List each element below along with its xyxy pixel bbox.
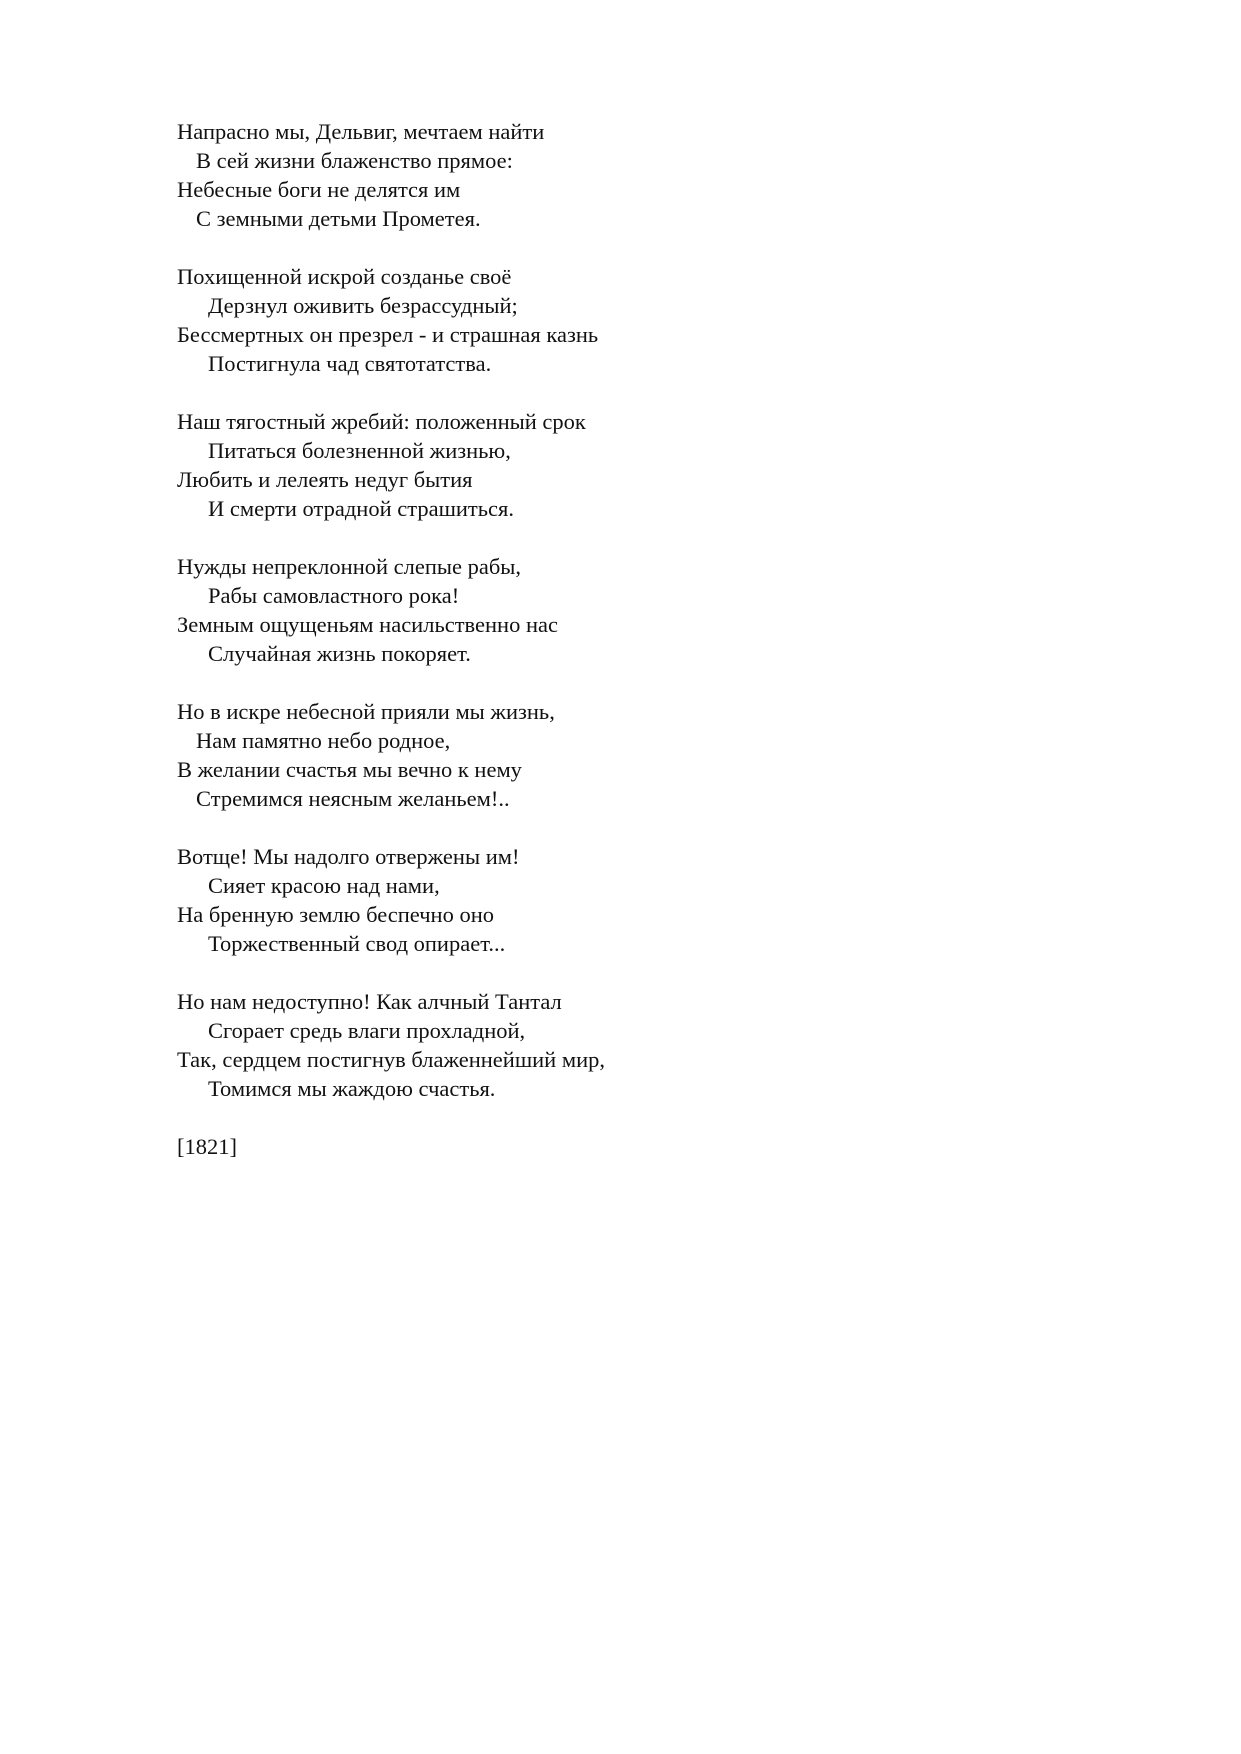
poem-line: Нужды непреклонной слепые рабы,: [177, 554, 522, 579]
poem-line: Вотще! Мы надолго отвержены им!: [177, 844, 520, 869]
poem-line: Сгорает средь влаги прохладной,: [208, 1018, 526, 1043]
poem-line: Торжественный свод опирает...: [208, 931, 506, 956]
poem-line: Нам памятно небо родное,: [196, 728, 451, 753]
poem-line: Бессмертных он презрел - и страшная казнь: [177, 322, 599, 347]
poem-line: Случайная жизнь покоряет.: [208, 641, 471, 666]
poem-line: Любить и лелеять недуг бытия: [177, 467, 473, 492]
poem-line: Но в искре небесной прияли мы жизнь,: [177, 699, 555, 724]
poem-line: На бренную землю беспечно оно: [177, 902, 495, 927]
stanza-2: [177, 262, 1077, 378]
stanza-7: [177, 987, 1077, 1103]
poem-line: Томимся мы жаждою счастья.: [208, 1076, 496, 1101]
poem-line: В желании счастья мы вечно к нему: [177, 757, 522, 782]
poem-text: [177, 117, 1077, 1161]
poem-line: Земным ощущеньям насильственно нас: [177, 612, 558, 637]
poem-line: Но нам недоступно! Как алчный Тантал: [177, 989, 562, 1014]
poem-line: Стремимся неясным желаньем!..: [196, 786, 510, 811]
poem-line: И смерти отрадной страшиться.: [208, 496, 514, 521]
stanza-1: [177, 117, 1077, 233]
stanza-3: [177, 407, 1077, 523]
poem-line: Рабы самовластного рока!: [208, 583, 460, 608]
poem-line: Сияет красою над нами,: [208, 873, 440, 898]
poem-line: Небесные боги не делятся им: [177, 177, 461, 202]
poem-line: Наш тягостный жребий: положенный срок: [177, 409, 586, 434]
stanza-6: [177, 842, 1077, 958]
poem-line: Питаться болезненной жизнью,: [208, 438, 511, 463]
stanza-4: [177, 552, 1077, 668]
poem-line: Постигнула чад святотатства.: [208, 351, 492, 376]
poem-line: С земными детьми Прометея.: [196, 206, 481, 231]
poem-line: Дерзнул оживить безрассудный;: [208, 293, 518, 318]
poem-line: Напрасно мы, Дельвиг, мечтаем найти: [177, 119, 545, 144]
poem-line: Похищенной искрой созданье своё: [177, 264, 512, 289]
poem-date: [1821]: [177, 1134, 237, 1159]
poem-line: В сей жизни блаженство прямое:: [196, 148, 513, 173]
stanza-5: [177, 697, 1077, 813]
poem-line: Так, сердцем постигнув блаженнейший мир,: [177, 1047, 606, 1072]
